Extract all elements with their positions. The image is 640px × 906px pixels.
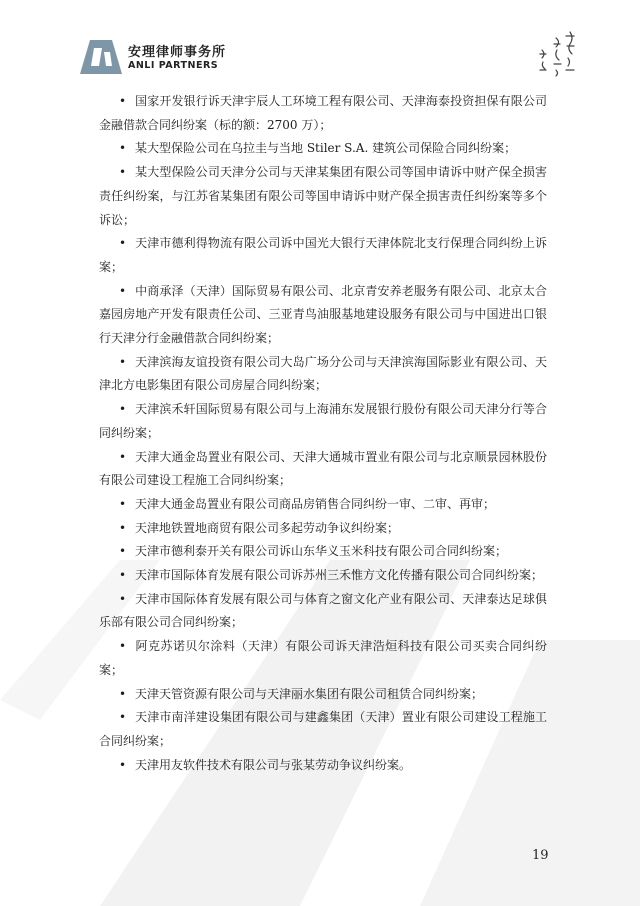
item-text: 天津市南洋建设集团有限公司与建鑫集团（天津）置业有限公司建设工程施工合同纠纷案； (99, 710, 547, 748)
page-number: 19 (532, 848, 549, 863)
item-text: 某大型保险公司天津分公司与天津某集团有限公司等国申请诉中财产保全损害责任纠纷案，与江苏省某集团有限公司等国申请诉中财产保全损害责任纠纷案等多个诉讼； (99, 165, 547, 227)
bullet: • (119, 165, 127, 180)
bullet: • (119, 236, 127, 251)
bullet: • (119, 496, 127, 511)
case-list (99, 90, 547, 777)
list-item (99, 754, 547, 778)
bullet: • (119, 520, 127, 535)
list-item (99, 683, 547, 707)
list-item (99, 635, 547, 682)
bullet: • (119, 141, 127, 156)
bullet: • (119, 639, 127, 654)
item-text: 天津市德利得物流有限公司诉中国光大银行天津体院北支行保理合同纠纷上诉案； (99, 236, 547, 274)
bullet: • (119, 449, 127, 464)
bullet: • (119, 568, 127, 583)
bullet: • (119, 283, 127, 298)
list-item (99, 232, 547, 279)
anli-logo-icon (80, 40, 122, 74)
item-text: 阿克苏诺贝尔涂料（天津）有限公司诉天津浩烜科技有限公司买卖合同纠纷案； (99, 639, 547, 677)
list-item (99, 446, 547, 493)
item-text: 中商承泽（天津）国际贸易有限公司、北京青安养老服务有限公司、北京太合嘉园房地产开发有限责任公司、三亚青鸟油服基地建设服务有限公司与中国进出口银行天津分行金融借款合同纠纷案； (99, 283, 547, 346)
list-item (99, 280, 547, 351)
list-item (99, 161, 547, 232)
calligraphy-seal-icon (530, 28, 578, 78)
item-text: 天津滨禾轩国际贸易有限公司与上海浦东发展银行股份有限公司天津分行等合同纠纷案； (99, 402, 547, 440)
list-item (99, 540, 547, 564)
item-text: 天津地铁置地商贸有限公司多起劳动争议纠纷案； (135, 520, 400, 535)
list-item (99, 398, 547, 445)
item-text: 天津市德利泰开关有限公司诉山东华义玉米科技有限公司合同纠纷案； (135, 544, 508, 559)
bullet: • (119, 402, 127, 417)
firm-name-chinese: 安理律师事务所 (128, 45, 227, 60)
bullet: • (119, 354, 127, 369)
item-text: 天津滨海友谊投资有限公司大岛广场分公司与天津滨海国际影业有限公司、天津北方电影集团有限公司房屋合同纠纷案； (99, 354, 547, 393)
item-text: 天津天管资源有限公司与天津丽水集团有限公司租赁合同纠纷案； (135, 686, 484, 701)
list-item (99, 706, 547, 753)
firm-name-english: ANLI PARTNERS (128, 60, 219, 71)
list-item (99, 517, 547, 541)
list-item (99, 137, 547, 161)
list-item (99, 564, 547, 588)
bullet: • (119, 710, 127, 725)
list-item (99, 493, 547, 517)
item-text: 天津大通金岛置业有限公司商品房销售合同纠纷一审、二审、再审； (135, 496, 496, 511)
bullet: • (119, 757, 127, 772)
list-item (99, 90, 547, 137)
item-text: 国家开发银行诉天津宇辰人工环境工程有限公司、天津海泰投资担保有限公司金融借款合同纠纷案（标的额：2700 万）； (99, 94, 547, 132)
item-text: 天津市国际体育发展有限公司与体育之窗文化产业有限公司、天津泰达足球俱乐部有限公司合同纠纷案； (99, 591, 547, 630)
bullet: • (119, 544, 127, 559)
bullet: • (119, 686, 127, 701)
item-text: 某大型保险公司在乌拉圭与当地 Stiler S.A. 建筑公司保险合同纠纷案； (135, 141, 517, 156)
item-text: 天津大通金岛置业有限公司、天津大通城市置业有限公司与北京顺景园林股份有限公司建设工程施工合同纠纷案； (99, 449, 547, 488)
page-header (0, 0, 640, 90)
item-text: 天津用友软件技术有限公司与张某劳动争议纠纷案。 (135, 757, 412, 772)
bullet: • (119, 94, 127, 108)
list-item (99, 588, 547, 635)
list-item (99, 351, 547, 398)
item-text: 天津市国际体育发展有限公司诉苏州三禾惟方文化传播有限公司合同纠纷案； (135, 568, 544, 583)
bullet: • (119, 591, 127, 606)
